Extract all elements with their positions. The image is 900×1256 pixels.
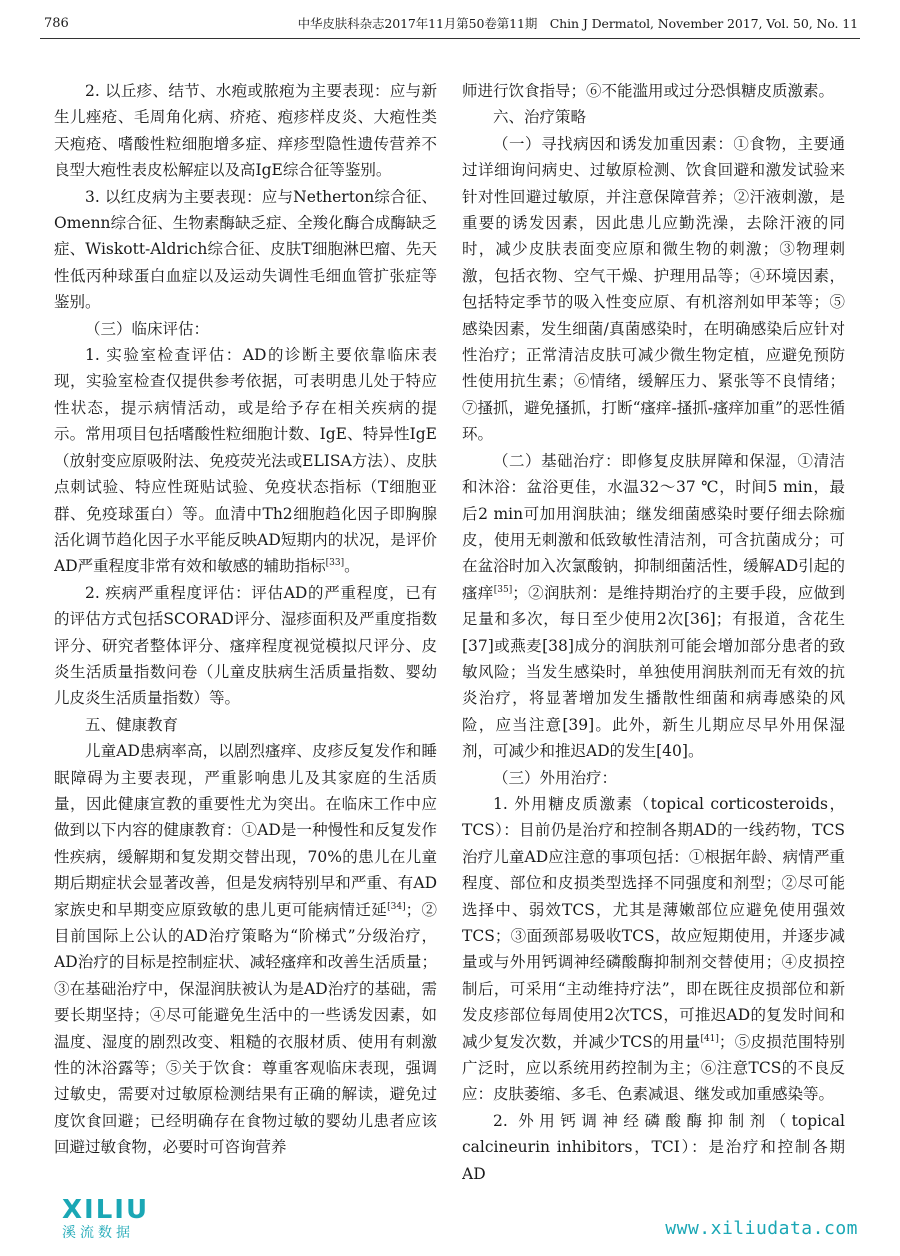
journal-citation: 中华皮肤科杂志2017年11月第50卷第11期 Chin J Dermatol, November 2017, Vol. 50, No. 11 xyxy=(297,16,858,31)
paragraph-left-1: 2. 以丘疹、结节、水疱或脓疱为主要表现：应与新生儿痤疮、毛周角化病、疥疮、疱疹样皮炎、大疱性类天疱疮、嗜酸性粒细胞增多症、痒疹型隐性遗传营养不良型大疱性表皮松解症以及高IgE综合征等鉴别。 xyxy=(54,82,437,180)
section-heading-topical-treatment: （三）外用治疗： xyxy=(493,768,618,787)
section-heading-treatment-strategy: 六、治疗策略 xyxy=(493,108,587,127)
paragraph-right-basic-treatment: （二）基础治疗：即修复皮肤屏障和保湿，①清洁和沐浴：盆浴更佳，水温32～37 ℃，时间5 min，最后2 min可加用润肤油；继发细菌感染时要仔细去除痂皮，使用无刺激和低致敏性清洁剂，可含抗菌成分；可在盆浴时加入次氯酸钠，抑制细菌活性，缓解AD引起的瘙痒[35]；②润肤剂：是维持期治疗的主要手段，应做到足量和多次，每日至少使用2次[36]；有报道，含花生[37]或燕麦[38]成分的润肤剂可能会增加部分患者的致敏风险；当发生感染时，单独使用润肤剂而无有效的抗炎治疗，将显著增加发生播散性细菌和病毒感染的风险，应当注意[39]。此外，新生儿期应尽早外用保湿剂，可减少和推迟AD的发生[40]。 xyxy=(462,451,845,761)
page-header xyxy=(40,6,860,39)
citation-ref: [34] xyxy=(387,901,406,912)
logo-subtitle: 溪流数据 xyxy=(62,1225,134,1241)
citation-ref: [41] xyxy=(700,1033,719,1044)
paragraph-right-tci: 2. 外用钙调神经磷酸酶抑制剂（topical calcineurin inhibitors，TCI）：是治疗和控制各期AD xyxy=(462,1111,845,1183)
paragraph-left-lab: 1. 实验室检查评估：AD的诊断主要依靠临床表现，实验室检查仅提供参考依据，可表明患儿处于特应性状态，提示病情活动，或是给予存在相关疾病的提示。常用项目包括嗜酸性粒细胞计数、IgE、特异性IgE（放射变应原吸附法、免疫荧光法或ELISA方法）、皮肤点刺试验、特应性斑贴试验、免疫状态指标（T细胞亚群、免疫球蛋白）等。血清中Th2细胞趋化因子即胸腺活化调节趋化因子水平能反映AD短期内的状况，是评价AD严重程度非常有效和敏感的辅助指标[33]。 xyxy=(54,346,437,576)
left-column xyxy=(54,78,437,1188)
paragraph-right-tcs: 1. 外用糖皮质激素（topical corticosteroids，TCS）：目前仍是治疗和控制各期AD的一线药物，TCS治疗儿童AD应注意的事项包括：①根据年龄、病情严重程度、部位和皮损类型选择不同强度和剂型；②尽可能选择中、弱效TCS，尤其是薄嫩部位应避免使用强效TCS；③面颈部易吸收TCS，故应短期使用，并逐步减量或与外用钙调神经磷酸酶抑制剂交替使用；④皮损控制后，可采用“主动维持疗法”，即在既往皮损部位和新发皮疹部位每周使用2次TCS，可推迟AD的复发时间和减少复发次数，并减少TCS的用量[41]；⑤皮损范围特别广泛时，应以系统用药控制为主；⑥注意TCS的不良反应：皮肤萎缩、多毛、色素减退、继发或加重感染等。 xyxy=(462,794,845,1104)
watermark-logo xyxy=(62,1196,182,1250)
right-column xyxy=(462,78,845,1188)
citation-ref: [33] xyxy=(325,558,345,569)
footer-url-link[interactable]: www.xiliudata.com xyxy=(665,1218,858,1239)
logo-mark: XILIU xyxy=(62,1195,150,1225)
section-heading-clinical-eval: （三）临床评估： xyxy=(85,319,210,338)
paragraph-left-2: 3. 以红皮病为主要表现：应与Netherton综合征、Omenn综合征、生物素酶缺乏症、全羧化酶合成酶缺乏症、Wiskott-Aldrich综合征、皮肤T细胞淋巴瘤、先天性低丙种球蛋白血症以及运动失调性毛细血管扩张症等鉴别。 xyxy=(54,187,437,312)
paragraph-left-severity: 2. 疾病严重程度评估：评估AD的严重程度，已有的评估方式包括SCORAD评分、湿疹面积及严重度指数评分、研究者整体评分、瘙痒程度视觉模拟尺评分、皮炎生活质量指数问卷（儿童皮肤病生活质量指数、婴幼儿皮炎生活质量指数）等。 xyxy=(54,583,437,708)
paragraph-left-education: 儿童AD患病率高，以剧烈瘙痒、皮疹反复发作和睡眠障碍为主要表现，严重影响患儿及其家庭的生活质量，因此健康宣教的重要性尤为突出。在临床工作中应做到以下内容的健康教育：①AD是一种慢性和反复发作性疾病，缓解期和复发期交替出现，70%的患儿在儿童期后期症状会显著改善，但是发病特别早和严重、有AD家族史和早期变应原致敏的患儿更可能病情迁延[34]；②目前国际上公认的AD治疗策略为“阶梯式”分级治疗，AD治疗的目标是控制症状、减轻瘙痒和改善生活质量；③在基础治疗中，保湿润肤被认为是AD治疗的基础，需要长期坚持；④尽可能避免生活中的一些诱发因素，如温度、湿度的剧烈改变、粗糙的衣服材质、使用有刺激性的沐浴露等；⑤关于饮食：尊重客观临床表现，强调过敏史，需要对过敏原检测结果有正确的解读，避免过度饮食回避；已经明确存在食物过敏的婴幼儿患者应该回避过敏食物，必要时可咨询营养 xyxy=(54,742,437,1157)
citation-ref: [35] xyxy=(493,584,513,595)
paragraph-right-triggers: （一）寻找病因和诱发加重因素：①食物，主要通过详细询问病史、过敏原检测、饮食回避和激发试验来针对性回避过敏原，并注意保障营养；②汗液刺激，是重要的诱发因素，因此患儿应勤洗澡，去除汗液的同时，减少皮肤表面变应原和微生物的刺激；③物理刺激，包括衣物、空气干燥、护理用品等；④环境因素，包括特定季节的吸入性变应原、有机溶剂如甲苯等；⑤感染因素，发生细菌/真菌感染时，在明确感染后应针对性治疗；正常清洁皮肤可减少微生物定植，应避免预防性使用抗生素；⑥情绪，缓解压力、紧张等不良情绪；⑦搔抓，避免搔抓，打断“瘙痒-搔抓-瘙痒加重”的恶性循环。 xyxy=(462,134,845,444)
paragraph-right-continued: 师进行饮食指导；⑥不能滥用或过分恐惧糖皮质激素。 xyxy=(462,82,835,100)
page-number: 786 xyxy=(44,16,69,31)
section-heading-health-education: 五、健康教育 xyxy=(85,715,179,734)
